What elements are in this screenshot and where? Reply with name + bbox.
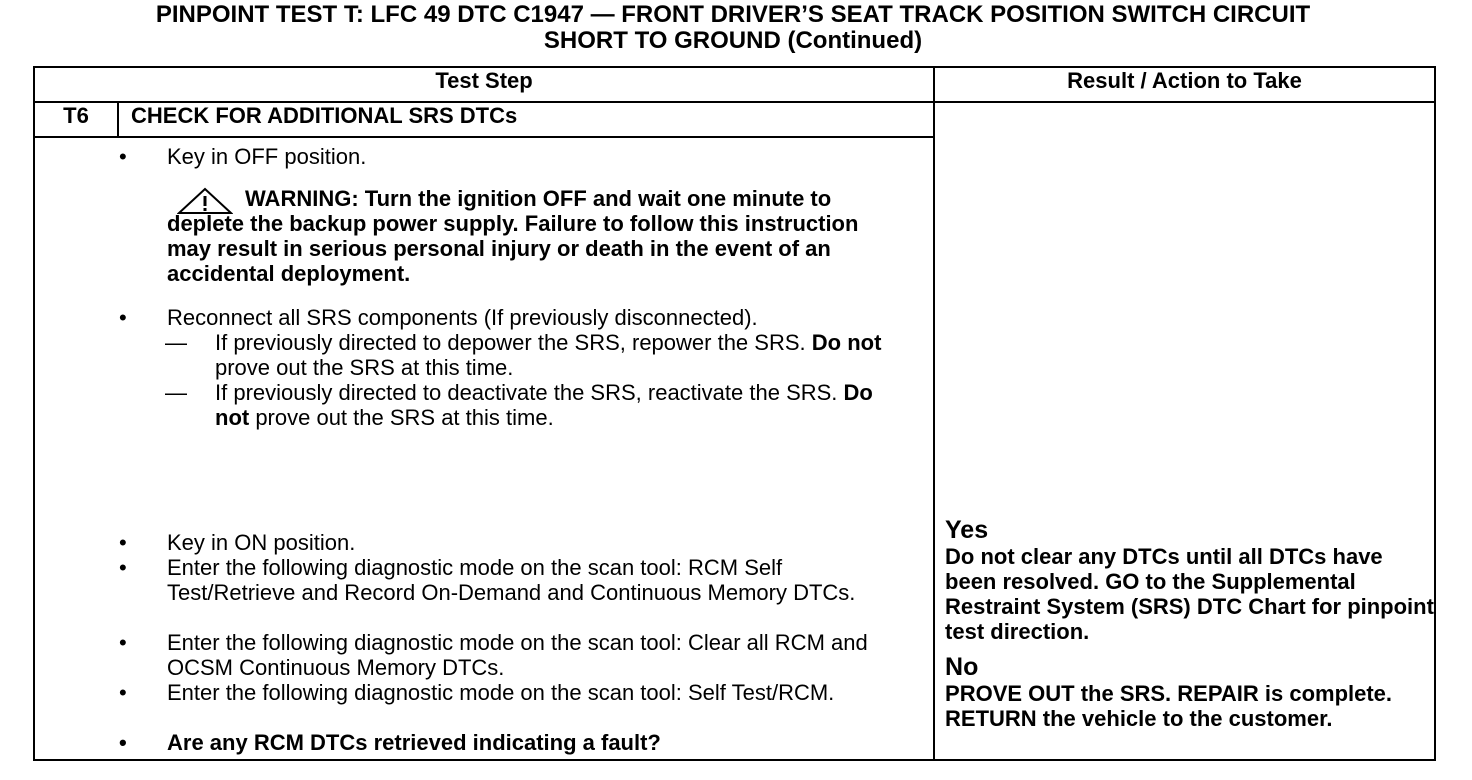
pinpoint-test-table: [33, 66, 1436, 761]
no-text: PROVE OUT the SRS. REPAIR is complete. RETURN the vehicle to the customer.: [945, 681, 1393, 731]
sub-text-part: prove out the SRS at this time.: [249, 405, 554, 430]
sub-text-bold: Do not: [811, 330, 882, 355]
step-name: CHECK FOR ADDITIONAL SRS DTCs: [118, 102, 934, 137]
result-yes: [945, 517, 1435, 644]
sub-text-bold: Do not: [215, 380, 873, 430]
sub-text: [215, 380, 895, 430]
page-title: [0, 2, 1466, 54]
sub-text-part: If previously directed to depower the SRS, repower the SRS.: [215, 330, 812, 355]
bullet-dot: •: [119, 630, 127, 655]
bullet-dot: •: [119, 305, 127, 330]
sub-text: [215, 330, 895, 380]
step-question: Are any RCM DTCs retrieved indicating a fault?: [167, 730, 661, 755]
step-body-cell: [34, 137, 934, 760]
step-text: Key in OFF position.: [167, 144, 367, 169]
result-cell: [934, 102, 1435, 760]
step-id: T6: [34, 102, 118, 137]
bullet-dot: •: [119, 555, 127, 580]
bullet-dot: •: [119, 730, 127, 755]
header-result-action: Result / Action to Take: [934, 67, 1435, 102]
sub-text-part: prove out the SRS at this time.: [215, 355, 514, 380]
step-body: [35, 138, 933, 759]
warning-text: [167, 186, 907, 286]
bullet-dot: •: [119, 144, 127, 169]
step-text: Enter the following diagnostic mode on the scan tool: RCM Self Test/Retrieve and Record On-Demand and Continuous Memory DTCs.: [167, 555, 856, 605]
sub-text-part: If previously directed to deactivate the SRS, reactivate the SRS.: [215, 380, 844, 405]
table-header-row: [34, 67, 1435, 102]
header-test-step: Test Step: [34, 67, 934, 102]
result-no: [945, 654, 1435, 731]
step-text: Reconnect all SRS components (If previously disconnected).: [167, 305, 758, 330]
yes-label: Yes: [945, 516, 989, 544]
step-text: Key in ON position.: [167, 530, 356, 555]
dash-mark: —: [165, 330, 187, 355]
bullet-dot: •: [119, 530, 127, 555]
warning-message: WARNING: Turn the ignition OFF and wait one minute to deplete the backup power supply. Failure to follow this instruction may result in serious personal injury or death in the event of an accidental deployment.: [167, 186, 859, 286]
bullet-dot: •: [119, 680, 127, 705]
step-text: Enter the following diagnostic mode on the scan tool: Clear all RCM and OCSM Continuous Memory DTCs.: [167, 630, 868, 680]
step-text: Enter the following diagnostic mode on the scan tool: Self Test/RCM.: [167, 680, 835, 705]
no-label: No: [945, 653, 979, 681]
result-content: [935, 103, 1434, 759]
title-line-2: SHORT TO GROUND (Continued): [543, 27, 923, 54]
dash-mark: —: [165, 380, 187, 405]
step-title-row: [34, 102, 1435, 137]
title-line-1: PINPOINT TEST T: LFC 49 DTC C1947 — FRONT DRIVER’S SEAT TRACK POSITION SWITCH CIRCUIT: [155, 1, 1311, 28]
yes-text: Do not clear any DTCs until all DTCs have been resolved. GO to the Supplemental Restraint System (SRS) DTC Chart for pinpoint test direction.: [945, 544, 1434, 644]
